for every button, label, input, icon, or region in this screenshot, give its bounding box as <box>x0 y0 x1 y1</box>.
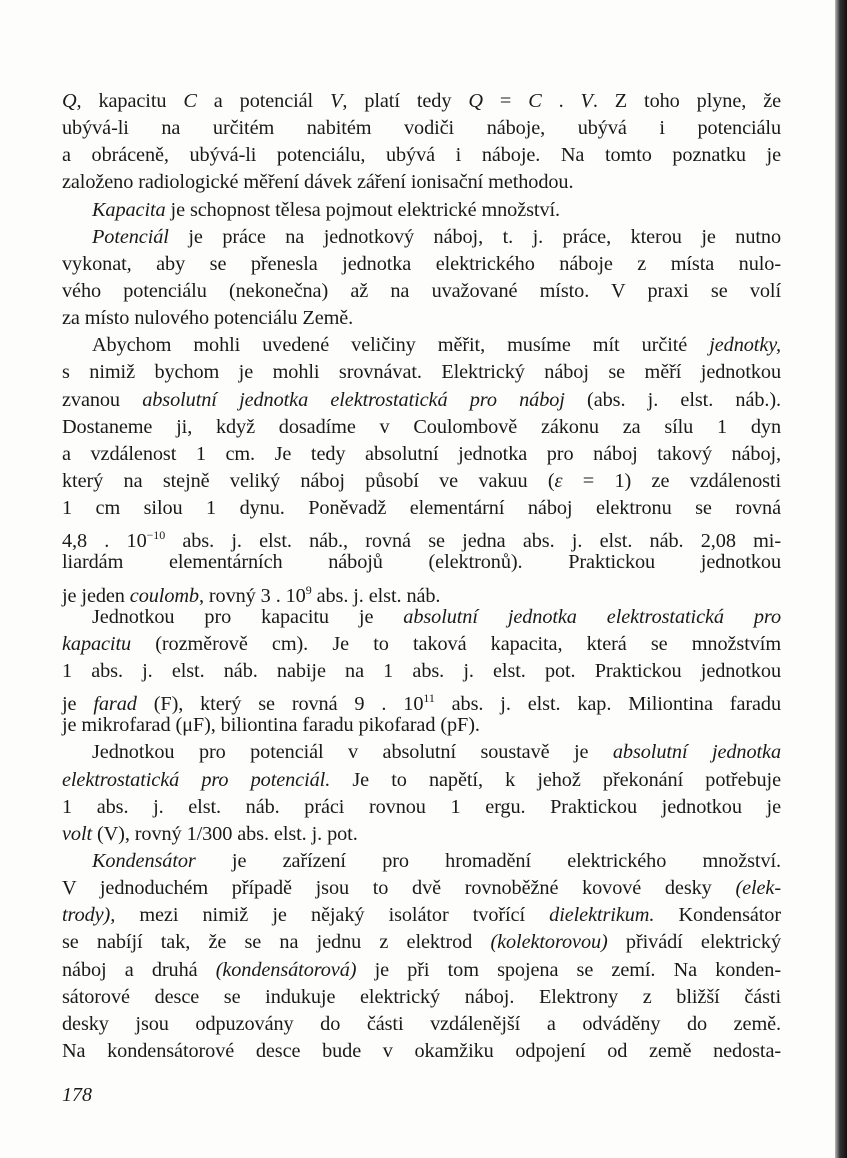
text-line <box>62 278 781 305</box>
text-segment: (V), rovný 1/300 abs. elst. j. pot. <box>92 822 358 845</box>
italic-text: absolutní jednotka elektrostatická pro <box>403 605 781 628</box>
italic-text: (elek- <box>735 877 781 900</box>
italic-text: coulomb <box>129 584 199 607</box>
text-segment: Je to napětí, k jehož překonání potřebuje <box>330 768 781 791</box>
italic-text: (kondensátorová) <box>215 958 357 981</box>
text-line <box>62 631 781 658</box>
italic-text: jednotky, <box>709 334 781 357</box>
text-segment: = <box>482 90 529 112</box>
text-segment: , rovný 3 . 10 <box>198 584 306 607</box>
text-segment: Kondensátor <box>654 904 781 927</box>
text-line <box>62 685 781 716</box>
text-segment: , platí tedy <box>342 90 469 112</box>
text-segment: je při tom spojena se zemí. Na konden- <box>356 958 781 981</box>
text-segment: V jednoduchém případě jsou to dvě rovnoběžné kovové desky <box>62 877 736 900</box>
italic-text: volt <box>62 822 93 845</box>
text-segment: vého potenciálu (nekonečna) až na uvažované místo. V praxi se volí <box>62 279 781 302</box>
text-line <box>62 224 781 251</box>
italic-text: Q <box>468 90 483 112</box>
text-segment: vykonat, aby se přenesla jednotka elektrického náboje z místa nulo- <box>62 252 781 275</box>
text-segment: . Z toho plyne, že <box>592 90 781 112</box>
text-line <box>62 875 781 902</box>
text-line <box>62 658 781 685</box>
italic-text: kapacitu <box>62 632 132 655</box>
text-segment: založeno radiologické měření dávek záření ionisační methodou. <box>62 171 574 194</box>
italic-text: trody), <box>62 904 116 927</box>
text-segment: Na kondensátorové desce bude v okamžiku odpojení od země nedosta- <box>62 1039 781 1062</box>
text-line <box>62 251 781 278</box>
text-segment: a potenciál <box>196 90 331 112</box>
text-line <box>62 305 781 332</box>
text-segment: Jednotkou pro kapacitu je <box>92 605 404 628</box>
text-segment: desky jsou odpuzovány do části vzdálenější a odváděny do země. <box>62 1012 781 1035</box>
text-line <box>62 495 781 522</box>
text-segment: mezi nimiž je nějaký isolátor tvořící <box>115 904 550 927</box>
italic-text: elektrostatická pro potenciál. <box>62 768 331 791</box>
text-line <box>62 984 781 1011</box>
text-line <box>62 115 781 142</box>
text-line <box>62 739 781 766</box>
text-segment: a vzdálenost 1 cm. Je tedy absolutní jednotka pro náboj takový náboj, <box>62 442 781 465</box>
text-line <box>62 929 781 956</box>
text-segment: , kapacitu <box>76 90 184 112</box>
text-segment: se nabíjí tak, že se na jednu z elektrod <box>62 931 491 954</box>
text-segment: Dostaneme ji, když dosadíme v Coulombově zákonu za sílu 1 dyn <box>62 415 781 438</box>
text-segment: je práce na jednotkový náboj, t. j. práce, kterou je nutno <box>168 225 781 248</box>
italic-text: Potenciál <box>92 225 169 248</box>
italic-text: (kolektorovou) <box>490 931 608 954</box>
text-line <box>62 794 781 821</box>
text-segment: sátorové desce se indukuje elektrický náboj. Elektrony z bližší části <box>62 985 781 1008</box>
text-segment: 1 abs. j. elst. náb. práci rovnou 1 ergu. Praktickou jednotkou je <box>62 795 781 818</box>
text-segment: náboj a druhá <box>62 958 216 981</box>
text-segment: je <box>62 693 94 716</box>
italic-text: absolutní jednotka elektrostatická pro náboj <box>142 388 565 411</box>
text-segment: je jeden <box>62 584 130 607</box>
superscript: 11 <box>423 691 435 706</box>
italic-text: Kondensátor <box>92 849 196 872</box>
text-line <box>62 957 781 984</box>
italic-text: ε <box>554 469 563 492</box>
text-line <box>62 142 781 169</box>
italic-text: C <box>528 90 542 112</box>
italic-text: V <box>580 90 593 112</box>
text-line <box>62 577 781 607</box>
text-segment: s nimiž bychom je mohli srovnávat. Elektrický náboj se měří jednotkou <box>62 361 781 384</box>
superscript: −10 <box>146 528 166 543</box>
text-segment: = 1) ze vzdálenosti <box>562 469 781 492</box>
text-segment: za místo nulového potenciálu Země. <box>62 307 354 330</box>
text-segment: 1 cm silou 1 dynu. Poněvadž elementární náboj elektronu se rovná <box>62 497 781 520</box>
text-line <box>62 441 781 468</box>
text-line <box>62 332 781 359</box>
text-line <box>62 169 781 196</box>
text-segment: abs. j. elst. náb., rovná se jedna abs. j. elst. náb. 2,08 mi- <box>165 530 781 553</box>
scan-edge <box>835 0 847 1158</box>
text-line <box>62 604 781 631</box>
italic-text: dielektrikum. <box>549 904 655 927</box>
page-number: 178 <box>62 1084 92 1106</box>
text-segment: ubývá-li na určitém nabitém vodiči náboje, ubývá i potenciálu <box>62 117 781 140</box>
text-segment: je mikrofarad (μF), biliontina faradu pikofarad (pF). <box>62 714 480 737</box>
text-line <box>62 549 781 576</box>
italic-text: absolutní jednotka <box>612 741 781 764</box>
text-segment: je schopnost tělesa pojmout elektrické množství. <box>165 198 560 221</box>
text-line <box>62 88 781 115</box>
text-segment: přivádí elektrický <box>607 931 782 954</box>
text-segment: (F), který se rovná 9 . 10 <box>136 693 424 716</box>
text-line <box>62 359 781 386</box>
text-segment: . <box>541 90 581 112</box>
text-line <box>62 468 781 495</box>
text-line <box>62 848 781 875</box>
text-line <box>62 902 781 929</box>
text-line <box>62 712 781 739</box>
text-segment: (rozměrově cm). Je to taková kapacita, která se množstvím <box>131 632 781 655</box>
body-text <box>62 88 781 1065</box>
text-segment: Jednotkou pro potenciál v absolutní soustavě je <box>92 741 613 764</box>
text-segment: 4,8 . 10 <box>62 530 147 553</box>
text-line <box>62 1038 781 1065</box>
text-segment: (abs. j. elst. náb.). <box>564 388 781 411</box>
text-segment: a obráceně, ubývá-li potenciálu, ubývá i náboje. Na tomto poznatku je <box>62 144 781 167</box>
italic-text: Q <box>62 90 77 112</box>
text-line <box>62 414 781 441</box>
text-segment: který na stejně veliký náboj působí ve vakuu ( <box>62 469 555 492</box>
text-segment: je zařízení pro hromadění elektrického množství. <box>195 849 781 872</box>
superscript: 9 <box>305 582 312 597</box>
italic-text: farad <box>93 693 137 716</box>
text-line <box>62 821 781 848</box>
text-segment: abs. j. elst. kap. Miliontina faradu <box>434 693 781 716</box>
italic-text: C <box>183 90 197 112</box>
text-segment: abs. j. elst. náb. <box>311 584 441 607</box>
text-line <box>62 522 781 553</box>
italic-text: V <box>330 90 343 112</box>
italic-text: Kapacita <box>92 198 166 221</box>
text-segment: liardám elementárních nábojů (elektronů). Praktickou jednotkou <box>62 551 781 574</box>
text-line <box>62 197 781 224</box>
text-segment: 1 abs. j. elst. náb. nabije na 1 abs. j. elst. pot. Praktickou jednotkou <box>62 659 781 682</box>
text-line <box>62 767 781 794</box>
text-segment: zvanou <box>62 388 143 411</box>
text-line <box>62 387 781 414</box>
text-segment: Abychom mohli uvedené veličiny měřit, musíme mít určité <box>92 334 710 357</box>
text-line <box>62 1011 781 1038</box>
